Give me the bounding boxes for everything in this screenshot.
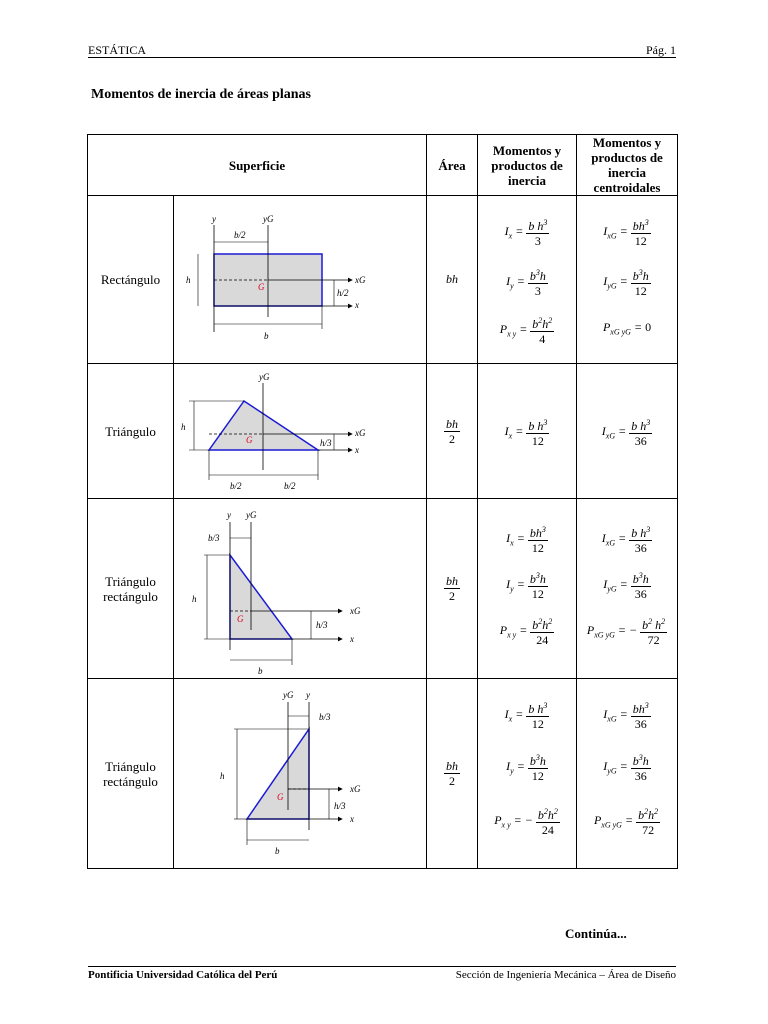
table-row	[88, 679, 678, 869]
shape-name: Rectángulo	[88, 196, 174, 364]
label-xG: xG	[350, 605, 361, 616]
label-b-third: b/3	[208, 532, 220, 543]
right-triangle-figure-2	[174, 679, 427, 869]
label-yG: yG	[246, 509, 257, 520]
area-right-triangle-2: $\frac{bh}{2}$	[427, 679, 478, 869]
table-row	[88, 196, 678, 364]
footer-section: Sección de Ingeniería Mecánica – Área de Diseño	[455, 969, 676, 981]
label-x: x	[350, 633, 354, 644]
label-y: y	[227, 509, 231, 520]
moments-triangle: $I_x$ = $\frac{b h^3}{12}$	[478, 364, 577, 499]
shape-name: Triángulo	[88, 364, 174, 499]
page-footer	[88, 966, 676, 981]
moments-rectangle: $I_x$ = $\frac{b h^3}{3}$ $I_y$ = $\frac{b^3h}{3}$ $P_{x y}$ = $\frac{b^2h^2}{4}$	[478, 196, 577, 364]
centroidal-moments-right-triangle-2: $I_{xG}$ = $\frac{bh^3}{36}$ $I_{yG}$ = $\frac{b^3h}{36}$ $P_{xG yG}$ = $\frac{b^2h^2}{72}$	[577, 679, 678, 869]
table-row	[88, 364, 678, 499]
label-y: y	[212, 213, 216, 224]
area-triangle: $\frac{bh}{2}$	[427, 364, 478, 499]
area-right-triangle-1: $\frac{bh}{2}$	[427, 499, 478, 679]
label-b: b	[258, 665, 263, 676]
footer-university: Pontificia Universidad Católica del Perú	[88, 969, 278, 981]
centroid-label: G	[237, 613, 244, 624]
header-left: ESTÁTICA	[88, 43, 146, 57]
label-y: y	[306, 689, 310, 700]
rectangle-figure	[174, 196, 427, 364]
label-b: b	[275, 845, 280, 856]
label-h: h	[181, 421, 186, 432]
label-h-third: h/3	[320, 437, 332, 448]
header-centroidal-moments: Momentos y productos de inercia centroidales	[577, 135, 678, 196]
centroid-label: G	[277, 791, 284, 802]
centroidal-moments-rectangle: $I_{xG}$ = $\frac{bh^3}{12}$ $I_{yG}$ = $\frac{b^3h}{12}$ $P_{xG yG} = 0$	[577, 196, 678, 364]
label-x: x	[355, 299, 359, 310]
label-yG: yG	[259, 371, 270, 382]
table-header-row	[88, 135, 678, 196]
label-x: x	[350, 813, 354, 824]
shape-name: Triángulo rectángulo	[88, 499, 174, 679]
centroidal-moments-right-triangle-1: $I_{xG}$ = $\frac{b h^3}{36}$ $I_{yG}$ = $\frac{b^3h}{36}$ $P_{xG yG}$ = − $\frac{b^2 h^2}{72}$	[577, 499, 678, 679]
shape-name: Triángulo rectángulo	[88, 679, 174, 869]
header-moments: Momentos y productos de inercia	[478, 135, 577, 196]
label-b-half-right: b/2	[284, 480, 296, 491]
page-header	[88, 43, 676, 58]
header-area: Área	[427, 135, 478, 196]
moments-right-triangle-1: $I_x$ = $\frac{bh^3}{12}$ $I_y$ = $\frac{b^3h}{12}$ $P_{x y}$ = $\frac{b^2h^2}{24}$	[478, 499, 577, 679]
label-xG: xG	[355, 427, 366, 438]
moments-right-triangle-2: $I_x$ = $\frac{b h^3}{12}$ $I_y$ = $\frac{b^3h}{12}$ $P_{x y}$ = − $\frac{b^2h^2}{24}$	[478, 679, 577, 869]
label-yG: yG	[263, 213, 274, 224]
label-b-half: b/2	[234, 229, 246, 240]
label-h: h	[192, 593, 197, 604]
centroid-label: G	[258, 281, 265, 292]
label-h: h	[186, 274, 191, 285]
triangle-figure	[174, 364, 427, 499]
label-yG: yG	[283, 689, 294, 700]
label-h-third: h/3	[316, 619, 328, 630]
label-xG: xG	[350, 783, 361, 794]
label-xG: xG	[355, 274, 366, 285]
centroidal-moments-triangle: $I_{xG}$ = $\frac{b h^3}{36}$	[577, 364, 678, 499]
header-page-number: Pág. 1	[646, 43, 676, 57]
label-h-half: h/2	[337, 287, 349, 298]
centroid-label: G	[246, 434, 253, 445]
label-h-third: h/3	[334, 800, 346, 811]
table-row	[88, 499, 678, 679]
header-superficie: Superficie	[88, 135, 427, 196]
label-b-third: b/3	[319, 711, 331, 722]
label-h: h	[220, 770, 225, 781]
continued-note: Continúa...	[565, 926, 627, 941]
page-title: Momentos de inercia de áreas planas	[91, 87, 311, 102]
label-x: x	[355, 444, 359, 455]
label-b: b	[264, 330, 269, 341]
right-triangle-figure-1	[174, 499, 427, 679]
area-rectangle: bh	[427, 196, 478, 364]
inertia-table	[87, 134, 678, 869]
label-b-half-left: b/2	[230, 480, 242, 491]
